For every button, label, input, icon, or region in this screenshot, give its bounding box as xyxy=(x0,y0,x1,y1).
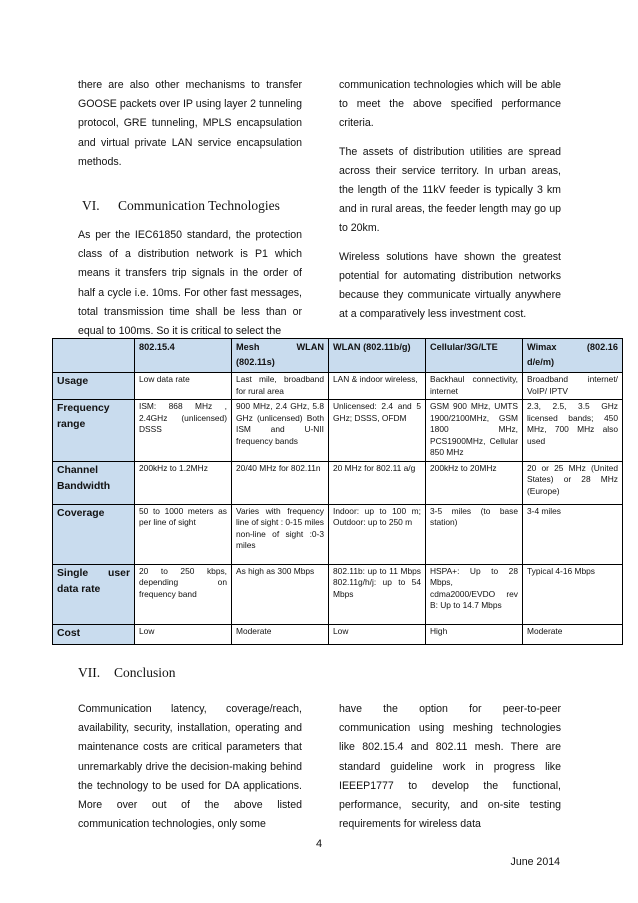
row-label: Coverage xyxy=(53,504,135,564)
column-1-section-vi xyxy=(78,226,302,350)
table-header-row xyxy=(53,339,623,373)
table-row xyxy=(53,564,623,624)
table-row xyxy=(53,624,623,644)
table-cell: Low xyxy=(329,624,426,644)
section-title: Communication Technologies xyxy=(118,198,280,213)
table-cell: GSM 900 MHz, UMTS 1900/2100MHz, GSM 1800 MHz, PCS1900MHz, Cellular 850 MHz xyxy=(426,400,523,462)
table-header-cell: Mesh WLAN (802.11s) xyxy=(232,339,329,373)
table-cell: Last mile, broadband for rural area xyxy=(232,373,329,400)
table-row xyxy=(53,400,623,462)
comparison-table xyxy=(52,338,623,645)
table-cell: LAN & indoor wireless, xyxy=(329,373,426,400)
row-label: Channel Bandwidth xyxy=(53,461,135,504)
table-cell: Unlicensed: 2.4 and 5 GHz; DSSS, OFDM xyxy=(329,400,426,462)
table-header-cell xyxy=(53,339,135,373)
table-cell: High xyxy=(426,624,523,644)
table-header-cell: 802.15.4 xyxy=(135,339,232,373)
page-number: 4 xyxy=(315,838,323,850)
table-cell: 20 or 25 MHz (United States) or 28 MHz (Europe) xyxy=(523,461,623,504)
paragraph-assets: The assets of distribution utilities are spread across their service territory. In urban areas, the length of the 11kV feeder is typically 3 km and in rural areas, the feeder length may go up to 20km. xyxy=(339,145,561,235)
paragraph-goose: there are also other mechanisms to transfer GOOSE packets over IP using layer 2 tunneling protocol, GRE tunneling, MPLS encapsulation and virtual private LAN service encapsulation methods. xyxy=(78,79,302,168)
table-cell: 802.11b: up to 11 Mbps 802.11g/h/j: up to 54 Mbps xyxy=(329,564,426,624)
table-cell: 2.3, 2.5, 3.5 GHz licensed bands; 450 MHz, 700 MHz also used xyxy=(523,400,623,462)
section-heading-vi xyxy=(82,198,280,214)
table-row xyxy=(53,461,623,504)
table-cell: 900 MHz, 2.4 GHz, 5.8 GHz (unlicensed) Both ISM and U-NII frequency bands xyxy=(232,400,329,462)
table-header-cell: Cellular/3G/LTE xyxy=(426,339,523,373)
table-cell: HSPA+: Up to 28 Mbps, cdma2000/EVDO rev B: Up to 14.7 Mbps xyxy=(426,564,523,624)
table-cell: 3-5 miles (to base station) xyxy=(426,504,523,564)
paragraph-conclusion-right: have the option for peer-to-peer communication using meshing technologies like 802.15.4 and 802.11 mesh. There are standard guideline work in progress like IEEEP1777 to develop the functional, performance, security, and on-site testing requirements for wireless data xyxy=(339,703,561,831)
paragraph-criteria: communication technologies which will be able to meet the above specified performance criteria. xyxy=(339,79,561,130)
table-cell: Moderate xyxy=(232,624,329,644)
table-cell: Indoor: up to 100 m; Outdoor: up to 250 m xyxy=(329,504,426,564)
section-title: Conclusion xyxy=(114,665,176,680)
table-cell: Low xyxy=(135,624,232,644)
column-2-conclusion xyxy=(339,700,561,843)
table-cell: Typical 4-16 Mbps xyxy=(523,564,623,624)
table-cell: As high as 300 Mbps xyxy=(232,564,329,624)
table-cell: Low data rate xyxy=(135,373,232,400)
paragraph-conclusion-left: Communication latency, coverage/reach, availability, security, installation, operating and maintenance costs are critical parameters that unremarkably drive the decision-making behind the technology to be used for DA applications. More over out of the above listed communication technologies, only some xyxy=(78,703,302,831)
section-number: VI. xyxy=(82,198,100,213)
table-cell: Broadband internet/ VoIP/ IPTV xyxy=(523,373,623,400)
row-label: Frequency range xyxy=(53,400,135,462)
table-cell: 200kHz to 1.2MHz xyxy=(135,461,232,504)
section-number: VII. xyxy=(78,665,101,680)
row-label: Usage xyxy=(53,373,135,400)
row-label: Single user data rate xyxy=(53,564,135,624)
table-header-cell: WLAN (802.11b/g) xyxy=(329,339,426,373)
column-1-conclusion xyxy=(78,700,302,843)
footer-date: June 2014 xyxy=(510,856,560,868)
paragraph-iec61850: As per the IEC61850 standard, the protection class of a distribution network is P1 which means it transfers trip signals in the order of half a cycle i.e. 10ms. For other fast messages, total transmission time shall be less than or equal to 100ms. So it is critical to select the xyxy=(78,229,302,338)
table-row xyxy=(53,373,623,400)
row-label: Cost xyxy=(53,624,135,644)
table-cell: Moderate xyxy=(523,624,623,644)
column-1-top xyxy=(78,76,302,181)
table-cell: Varies with frequency line of sight : 0-15 miles non-line of sight :0-3 miles xyxy=(232,504,329,564)
table-cell: ISM: 868 MHz , 2.4GHz (unlicensed) DSSS xyxy=(135,400,232,462)
table-cell: 50 to 1000 meters as per line of sight xyxy=(135,504,232,564)
table-cell: 3-4 miles xyxy=(523,504,623,564)
section-heading-vii xyxy=(78,665,176,681)
table-cell: 20 MHz for 802.11 a/g xyxy=(329,461,426,504)
table-cell: 20 to 250 kbps, depending on frequency band xyxy=(135,564,232,624)
table-header-cell: Wimax (802.16 d/e/m) xyxy=(523,339,623,373)
table-cell: 200kHz to 20MHz xyxy=(426,461,523,504)
paragraph-wireless: Wireless solutions have shown the greatest potential for automating distribution networks because they communicate virtually anywhere at a comparatively less investment cost. xyxy=(339,250,561,321)
table-cell: 20/40 MHz for 802.11n xyxy=(232,461,329,504)
column-2-top xyxy=(339,76,561,333)
table-row xyxy=(53,504,623,564)
table-cell: Backhaul connectivity, internet xyxy=(426,373,523,400)
